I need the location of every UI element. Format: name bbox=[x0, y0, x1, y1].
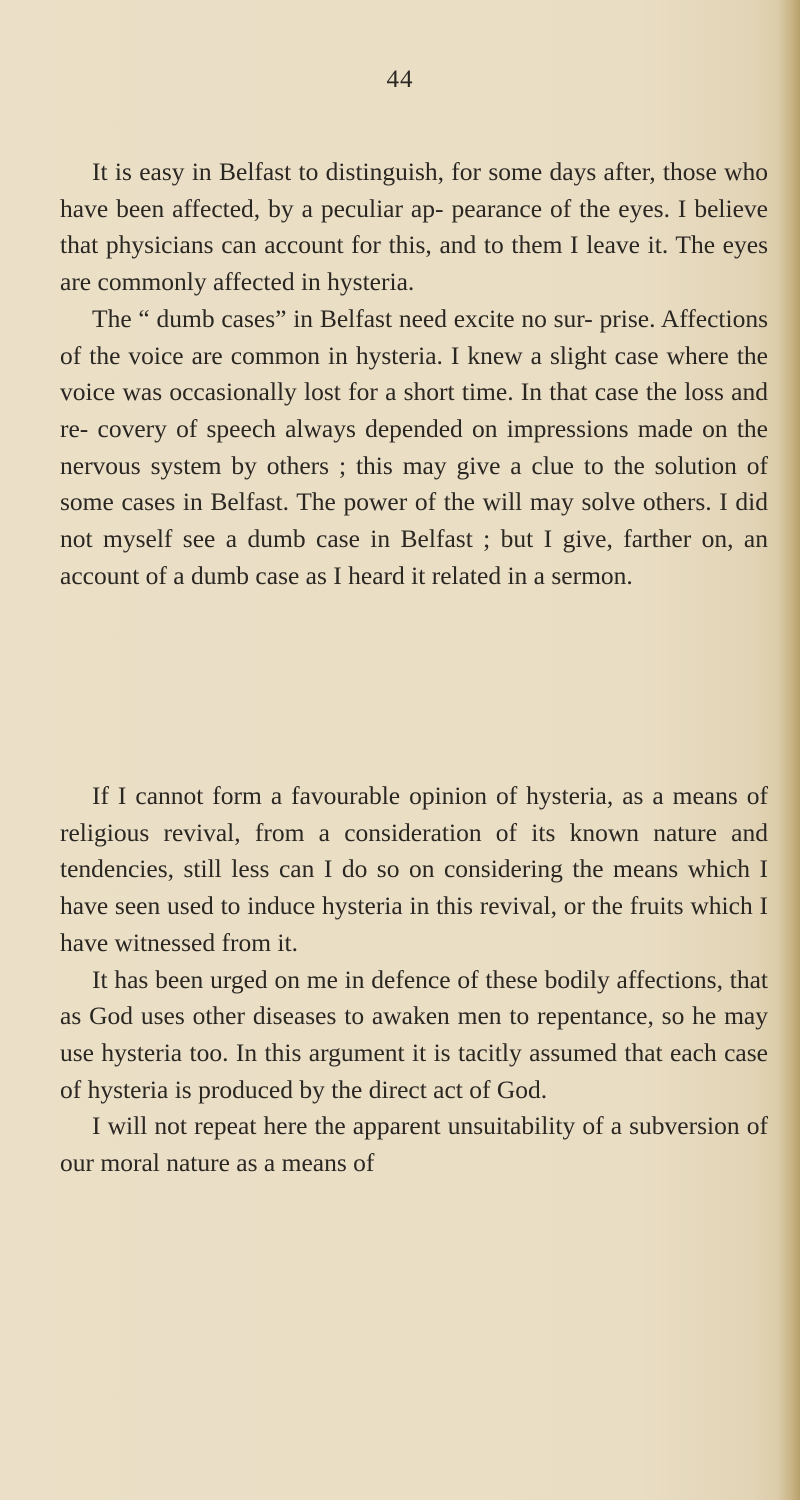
paragraph-defence: It has been urged on me in defence of these bodily affections, that as God uses other diseases to awaken men to repentance, so he may use hysteria too. In this argument it is tacitly assumed that each case of hysteria is produced by the direct act of God. bbox=[60, 964, 768, 1104]
paragraph-dumb-cases: The “ dumb cases” in Belfast need excite no sur- prise. Affections of the voice are common in hysteria. I knew a slight case where the voice was occasionally lost for a short time. In that case the loss and re- covery of speech always depended on impressions made on the nervous system by others ; this may give a clue to the solution of some cases in Belfast. The power of the will may solve others. I did not myself see a dumb case in Belfast ; but I give, farther on, an account of a dumb case as I heard it related in a sermon. bbox=[60, 303, 768, 590]
paragraph-unsuitability: I will not repeat here the apparent unsuitability of a subversion of our moral nature as a means of bbox=[60, 1111, 768, 1178]
page-edge-shadow bbox=[778, 0, 800, 1500]
paragraph-eyes: It is easy in Belfast to distinguish, for some days after, those who have been affected, by a peculiar ap- pearance of the eyes. I believe that physicians can account for this, and to them I leave it. The eyes are commonly affected in hysteria. bbox=[60, 157, 768, 297]
text-section-2 bbox=[60, 778, 768, 1182]
paragraph-favourable-opinion: If I cannot form a favourable opinion of hysteria, as a means of religious revival, from a consideration of its known nature and tendencies, still less can I do so on considering the means which I have seen used to induce hysteria in this revival, or the fruits which I have witnessed from it. bbox=[60, 781, 768, 957]
page-number: 44 bbox=[386, 66, 414, 93]
text-section-1 bbox=[60, 154, 768, 594]
